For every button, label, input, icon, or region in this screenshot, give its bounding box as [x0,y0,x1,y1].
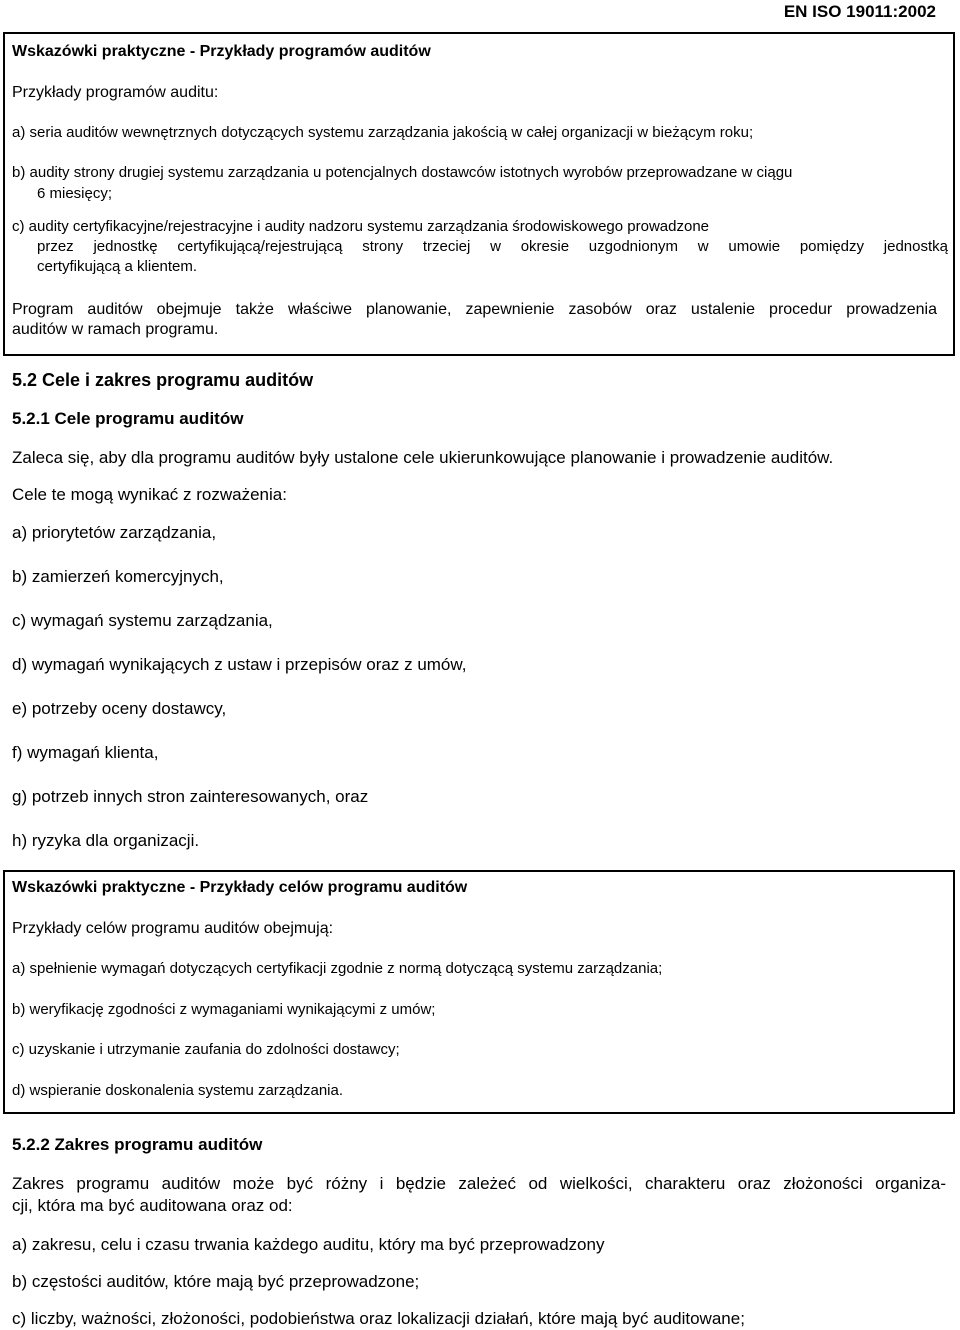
section-5-2-2-heading: 5.2.2 Zakres programu auditów [12,1135,263,1154]
box2-list-item: b) weryfikację zgodności z wymaganiami wynikającymi z umów; [12,1001,436,1018]
box1-intro: Przykłady programów auditu: [12,84,219,101]
scope-list-item: a) zakresu, celu i czasu trwania każdego auditu, który ma być przeprowadzony [12,1235,605,1254]
section-5-2-1-lead: Cele te mogą wynikać z rozważenia: [12,485,287,504]
section-5-2-heading: 5.2 Cele i zakres programu auditów [12,370,314,390]
guidance-box-objective-examples [3,870,955,1114]
section-5-2-2-paragraph-line2: cji, która ma być auditowana oraz od: [12,1196,293,1215]
box1-title: Wskazówki praktyczne - Przykłady programów auditów [12,43,431,60]
objective-list-item: a) priorytetów zarządzania, [12,523,217,542]
box1-item-c-line2: przez jednostkę certyfikującą/rejestrującą strony trzeciej w okresie uzgodnionym w umowie pomiędzy jednostką [37,238,948,255]
box2-intro: Przykłady celów programu auditów obejmują: [12,920,334,937]
section-5-2-1-heading: 5.2.1 Cele programu auditów [12,409,244,428]
objective-list-item: d) wymagań wynikających z ustaw i przepisów oraz z umów, [12,655,467,674]
objective-list-item: g) potrzeb innych stron zainteresowanych, oraz [12,787,369,806]
box1-summary-line2: auditów w ramach programu. [12,321,219,338]
box1-summary-line1: Program auditów obejmuje także właściwe planowanie, zapewnienie zasobów oraz ustalenie procedur prowadzenia [12,301,937,318]
box1-item-b-line1: b) audity strony drugiej systemu zarządzania u potencjalnych dostawców istotnych wyrobów przeprowadzane w ciągu [12,164,793,181]
box1-item-c-line3: certyfikującą a klientem. [37,258,198,275]
box2-list-item: d) wspieranie doskonalenia systemu zarządzania. [12,1082,344,1099]
box2-list-item: c) uzyskanie i utrzymanie zaufania do zdolności dostawcy; [12,1041,400,1058]
box2-title: Wskazówki praktyczne - Przykłady celów programu auditów [12,879,468,896]
objective-list-item: e) potrzeby oceny dostawcy, [12,699,227,718]
section-5-2-2-paragraph-line1: Zakres programu auditów może być różny i będzie zależeć od wielkości, charakteru oraz złożoności organiza- [12,1174,946,1193]
objective-list-item: h) ryzyka dla organizacji. [12,831,200,850]
box2-list-item: a) spełnienie wymagań dotyczących certyfikacji zgodnie z normą dotyczącą systemu zarządzania; [12,960,663,977]
section-5-2-1-paragraph: Zaleca się, aby dla programu auditów były ustalone cele ukierunkowujące planowanie i prowadzenie auditów. [12,448,834,467]
box1-item-c-line1: c) audity certyfikacyjne/rejestracyjne i audity nadzoru systemu zarządzania środowiskowego prowadzone [12,218,710,235]
objective-list-item: b) zamierzeń komercyjnych, [12,567,224,586]
box1-item-a: a) seria auditów wewnętrznych dotyczących systemu zarządzania jakością w całej organizacji w bieżącym roku; [12,124,754,141]
scope-list-item: c) liczby, ważności, złożoności, podobieństwa oraz lokalizacji działań, które mają być auditowane; [12,1309,745,1328]
objective-list-item: f) wymagań klienta, [12,743,159,762]
standard-number: EN ISO 19011:2002 [783,2,936,21]
objective-list-item: c) wymagań systemu zarządzania, [12,611,273,630]
scope-list-item: b) częstości auditów, które mają być przeprowadzone; [12,1272,420,1291]
box1-item-b-line2: 6 miesięcy; [37,185,113,202]
